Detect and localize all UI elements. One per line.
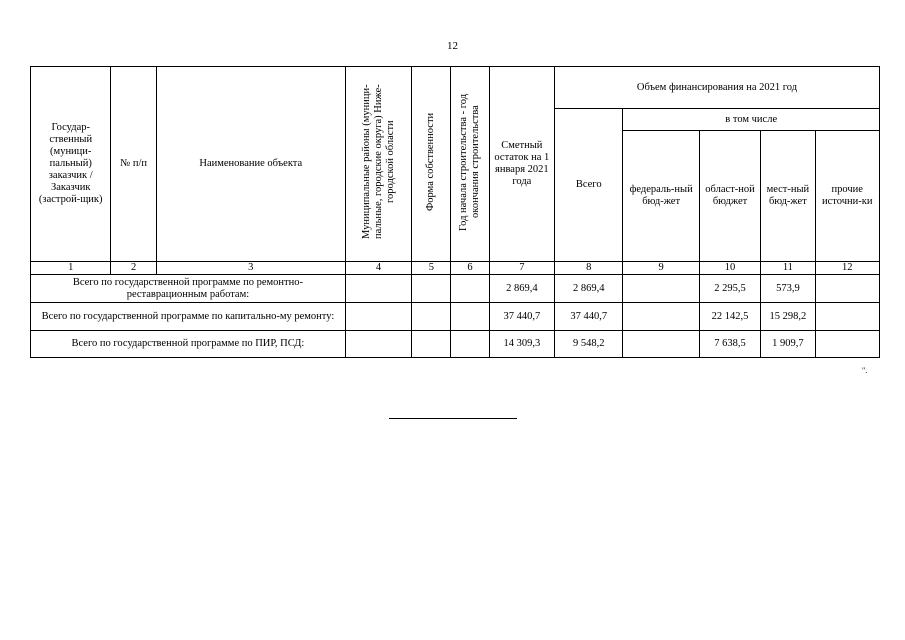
empty-cell [451, 303, 489, 331]
balance-cell: 37 440,7 [489, 303, 554, 331]
regional-cell: 22 142,5 [699, 303, 760, 331]
table-row [31, 275, 880, 303]
header-years-text: Год начала строительства - год окончания строительства [458, 93, 482, 231]
empty-cell [412, 275, 451, 303]
empty-cell [345, 331, 411, 358]
footer-divider [389, 418, 517, 419]
closing-quote-mark: ". [862, 366, 868, 375]
column-number: 12 [815, 262, 879, 275]
header-districts [345, 67, 411, 262]
empty-cell [451, 275, 489, 303]
header-funding-volume: Объем финансирования на 2021 год [555, 67, 880, 109]
page-number: 12 [447, 40, 458, 52]
total-cell: 37 440,7 [555, 303, 623, 331]
header-total: Всего [555, 109, 623, 262]
column-number: 9 [623, 262, 699, 275]
table-row [31, 331, 880, 358]
header-customer: Государ-ственный (муници-пальный) заказчик / Заказчик (застрой-щик) [31, 67, 111, 262]
local-cell: 15 298,2 [761, 303, 815, 331]
header-local: мест-ный бюд-жет [761, 131, 815, 262]
row-label: Всего по государственной программе по ПИР, ПСД: [31, 331, 346, 358]
other-cell [815, 275, 879, 303]
column-number: 2 [111, 262, 156, 275]
total-cell: 9 548,2 [555, 331, 623, 358]
empty-cell [412, 303, 451, 331]
header-federal: федераль-ный бюд-жет [623, 131, 699, 262]
column-number-row [31, 262, 880, 275]
column-number: 1 [31, 262, 111, 275]
header-other: прочие источни-ки [815, 131, 879, 262]
balance-cell: 2 869,4 [489, 275, 554, 303]
empty-cell [451, 331, 489, 358]
column-number: 8 [555, 262, 623, 275]
header-years [451, 67, 489, 262]
empty-cell [412, 331, 451, 358]
local-cell: 1 909,7 [761, 331, 815, 358]
local-cell: 573,9 [761, 275, 815, 303]
header-regional: област-ной бюджет [699, 131, 760, 262]
column-number: 7 [489, 262, 554, 275]
financing-table [30, 66, 880, 358]
row-label: Всего по государственной программе по капитально-му ремонту: [31, 303, 346, 331]
empty-cell [345, 303, 411, 331]
other-cell [815, 331, 879, 358]
federal-cell [623, 303, 699, 331]
column-number: 5 [412, 262, 451, 275]
header-estimated-balance: Сметный остаток на 1 января 2021 года [489, 67, 554, 262]
federal-cell [623, 275, 699, 303]
column-number: 11 [761, 262, 815, 275]
total-cell: 2 869,4 [555, 275, 623, 303]
header-object-name: Наименование объекта [156, 67, 345, 262]
empty-cell [345, 275, 411, 303]
header-ownership [412, 67, 451, 262]
header-districts-text: Муниципальные районы (муници-пальные, городские округа) Ниже-городской области [360, 84, 396, 240]
column-number: 4 [345, 262, 411, 275]
regional-cell: 7 638,5 [699, 331, 760, 358]
other-cell [815, 303, 879, 331]
header-including: в том числе [623, 109, 880, 131]
table-row [31, 303, 880, 331]
column-number: 6 [451, 262, 489, 275]
column-number: 10 [699, 262, 760, 275]
balance-cell: 14 309,3 [489, 331, 554, 358]
column-number: 3 [156, 262, 345, 275]
header-number: № п/п [111, 67, 156, 262]
row-label: Всего по государственной программе по ремонтно-реставрационным работам: [31, 275, 346, 303]
federal-cell [623, 331, 699, 358]
regional-cell: 2 295,5 [699, 275, 760, 303]
header-ownership-text: Форма собственности [425, 112, 437, 212]
